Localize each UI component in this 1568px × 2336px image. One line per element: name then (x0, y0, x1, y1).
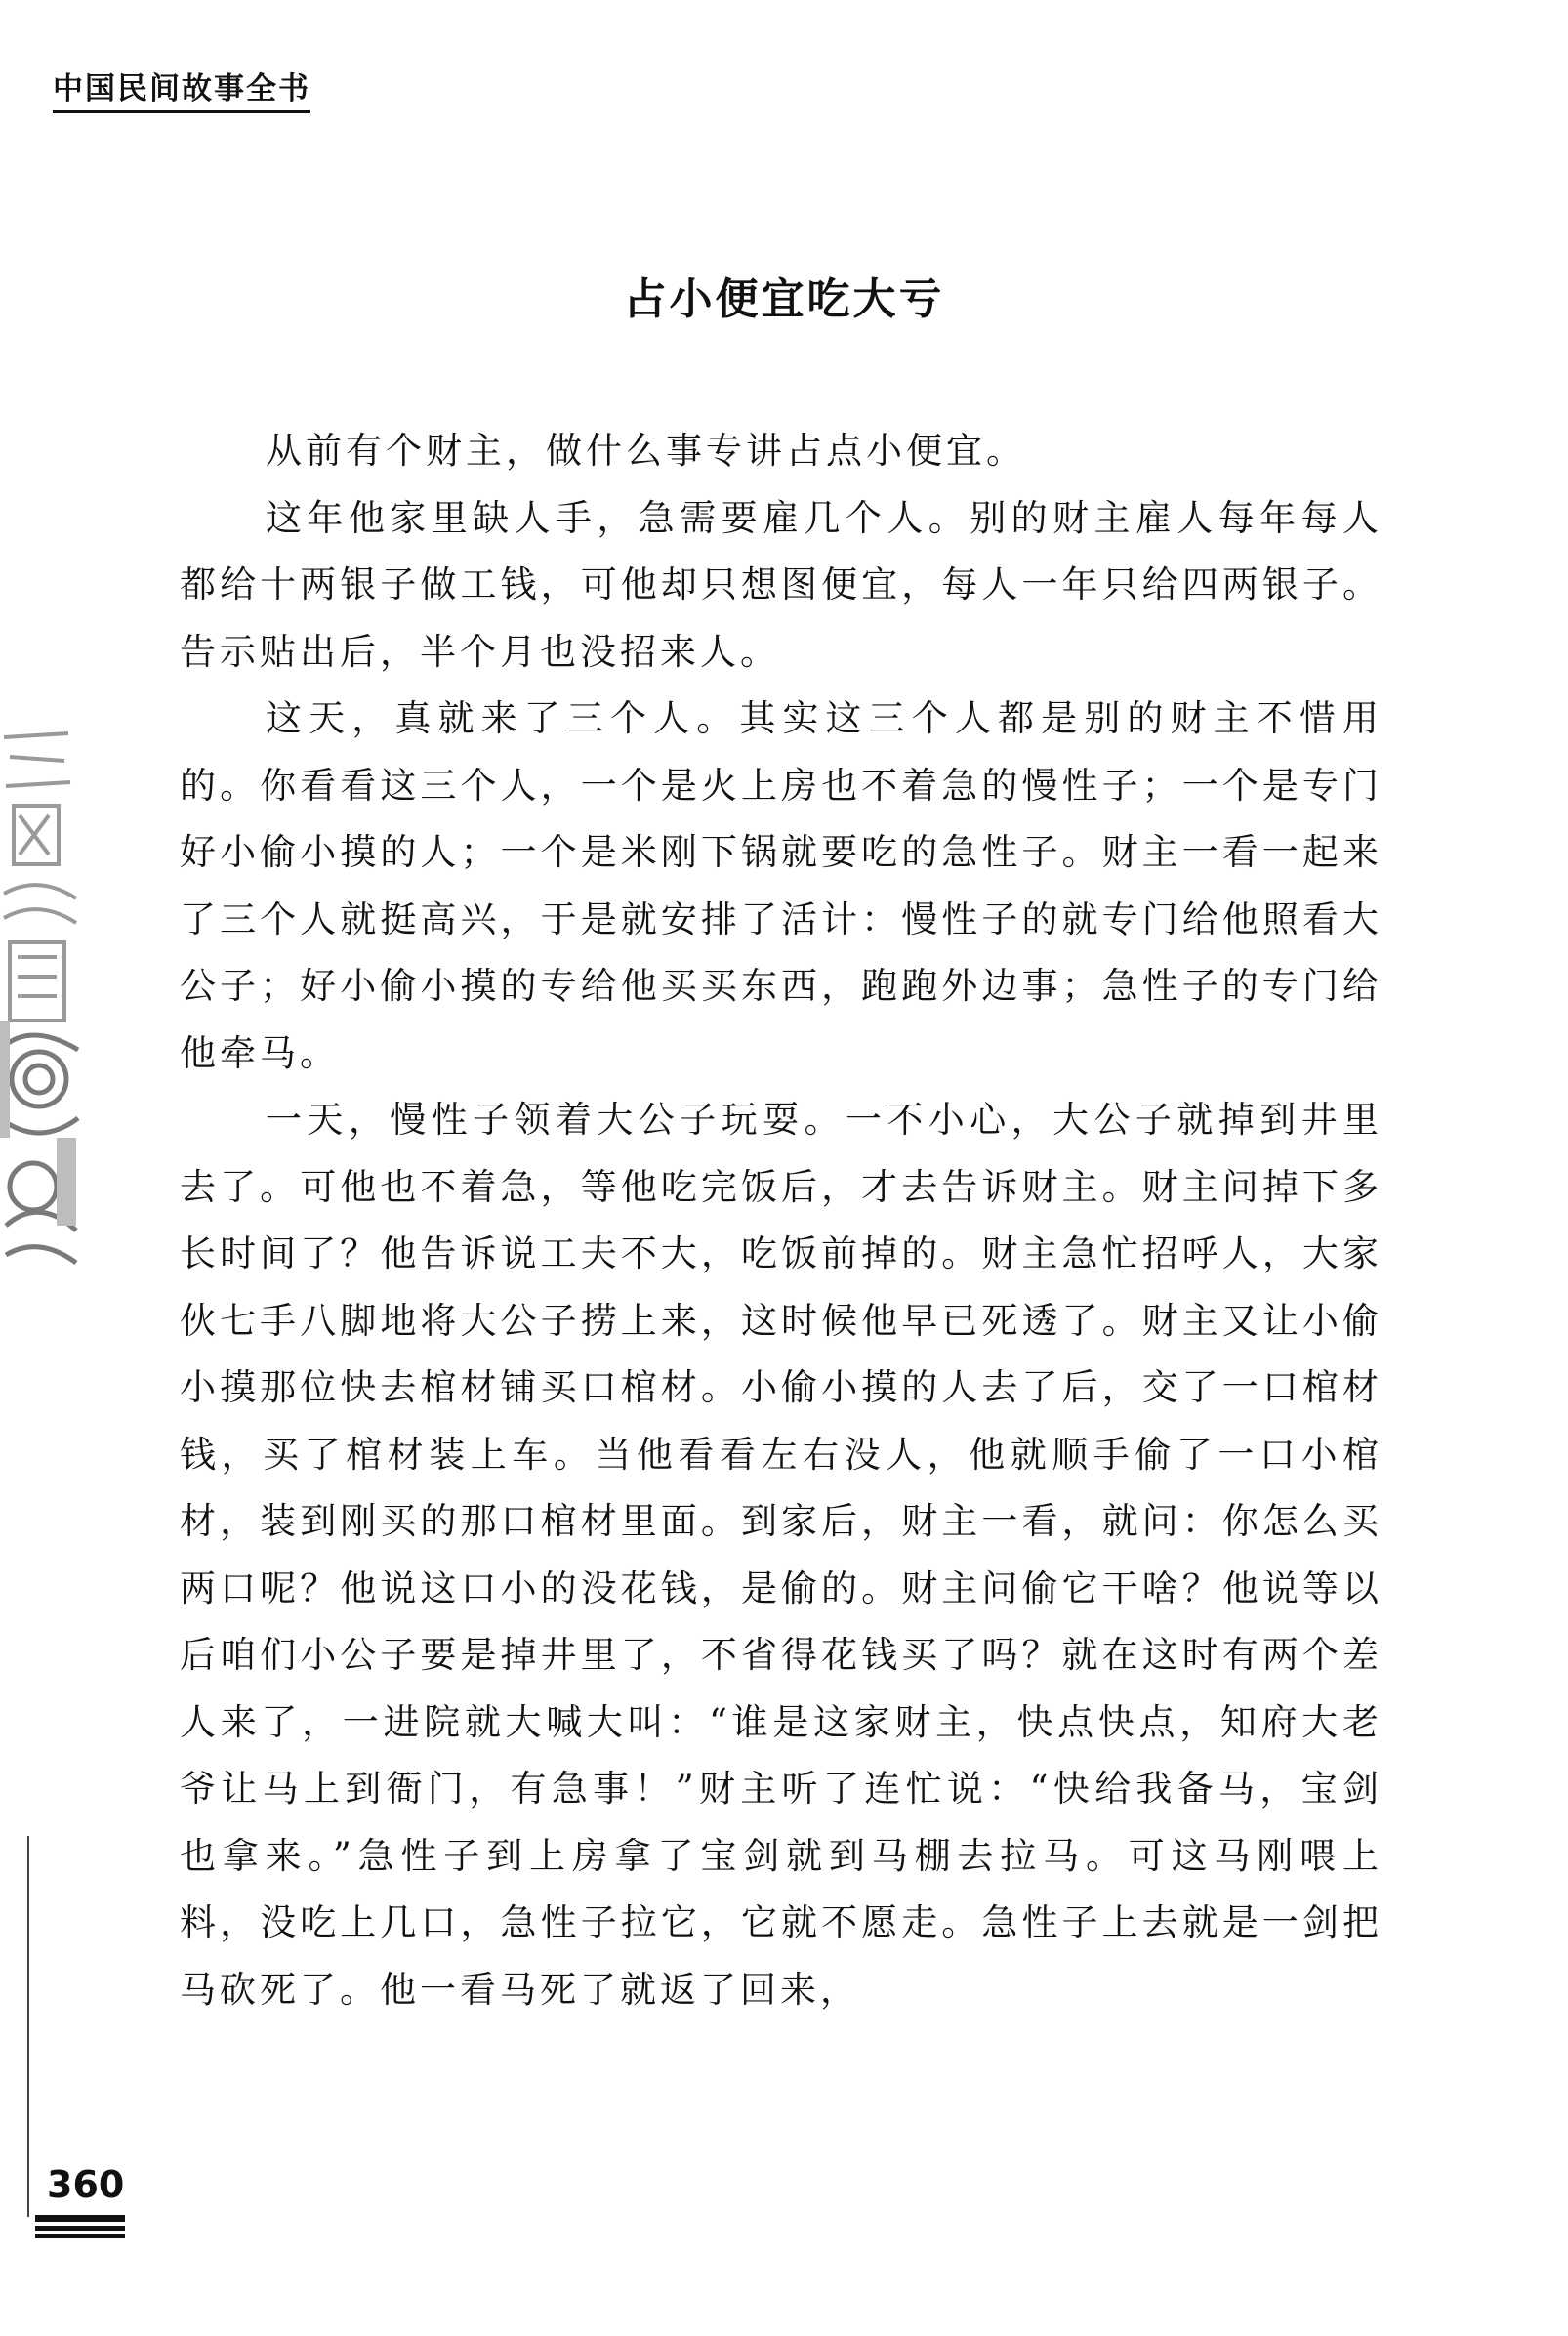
paragraph-2: 这年他家里缺人手，急需要雇几个人。别的财主雇人每年每人都给十两银子做工钱，可他却只想图便宜，每人一年只给四两银子。告示贴出后，半个月也没招来人。 (180, 496, 1382, 673)
story-body (180, 418, 1382, 2023)
paragraph-4: 一天，慢性子领着大公子玩耍。一不小心，大公子就掉到井里去了。可他也不着急，等他吃完饭后，才去告诉财主。财主问掉下多长时间了？他告诉说工夫不大，吃饭前掉的。财主急忙招呼人，大家伙七手八脚地将大公子捞上来，这时候他早已死透了。财主又让小偷小摸那位快去棺材铺买口棺材。小偷小摸的人去了后，交了一口棺材钱，买了棺材装上车。当他看看左右没人，他就顺手偷了一口小棺材，装到刚买的那口棺材里面。到家后，财主一看，就问：你怎么买两口呢？他说这口小的没花钱，是偷的。财主问偷它干啥？他说等以后咱们小公子要是掉井里了，不省得花钱买了吗？就在这时有两个差人来了，一进院就大喊大叫：“谁是这家财主，快点快点，知府大老爷让马上到衙门，有急事！”财主听了连忙说：“快给我备马，宝剑也拿来。”急性子到上房拿了宝剑就到马棚去拉马。可这马刚喂上料，没吃上几口，急性子拉它，它就不愿走。急性子上去就是一剑把马砍死了。他一看马死了就返了回来， (180, 1099, 1382, 2011)
margin-rule (27, 1836, 29, 2217)
edge-ornament (0, 728, 80, 1274)
story-title: 占小便宜吃大亏 (623, 274, 945, 324)
page-number: 360 (47, 2163, 125, 2206)
paragraph-3: 这天，真就来了三个人。其实这三个人都是别的财主不惜用的。你看看这三个人，一个是火上房也不着急的慢性子；一个是专门好小偷小摸的人；一个是米刚下锅就要吃的急性子。财主一看一起来了三个人就挺高兴，于是就安排了活计：慢性子的就专门给他照看大公子；好小偷小摸的专给他买买东西，跑跑外边事；急性子的专门给他牵马。 (180, 697, 1382, 1074)
folio-bars (35, 2215, 125, 2244)
paragraph-1: 从前有个财主，做什么事专讲占点小便宜。 (266, 430, 1026, 472)
running-header: 中国民间故事全书 (53, 74, 310, 113)
